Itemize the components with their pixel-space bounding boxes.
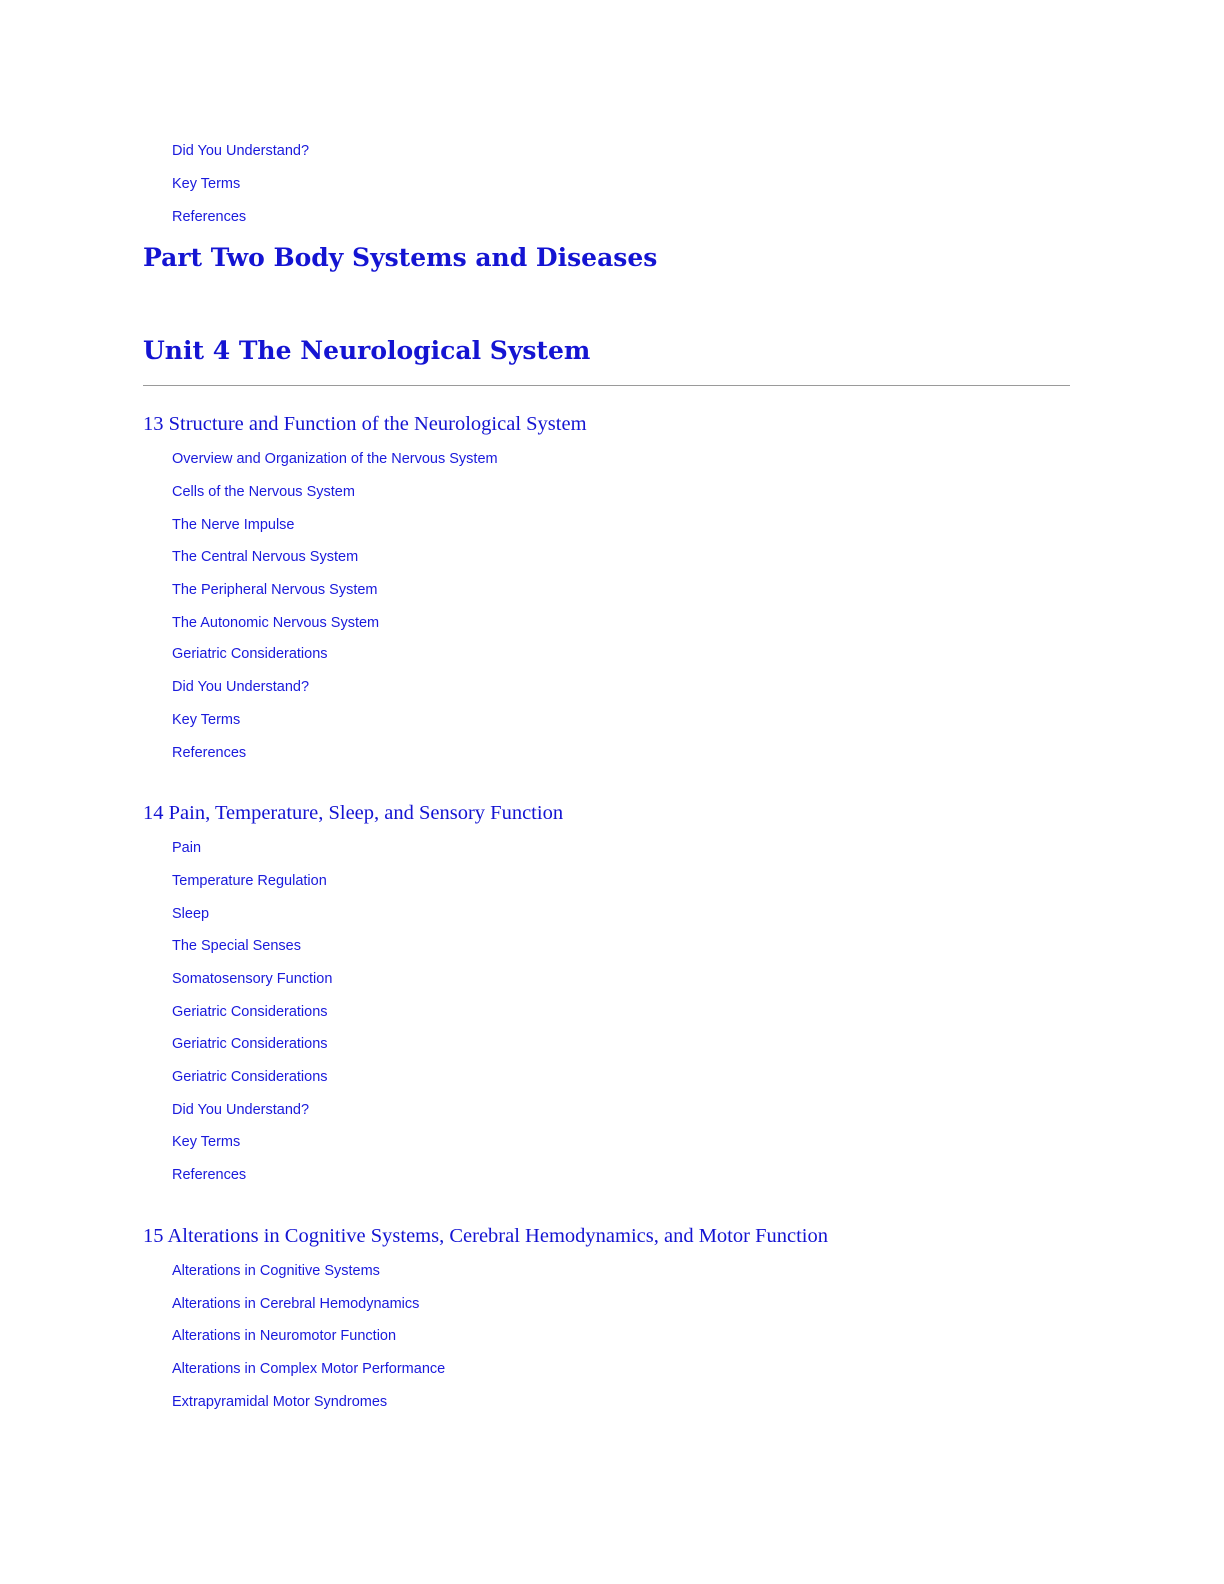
part-title: Part Two Body Systems and Diseases — [143, 243, 658, 272]
toc-link[interactable]: The Peripheral Nervous System — [172, 582, 378, 598]
toc-link[interactable]: Did You Understand? — [172, 679, 310, 695]
toc-link[interactable]: The Central Nervous System — [172, 549, 359, 565]
toc-link[interactable]: Extrapyramidal Motor Syndromes — [172, 1394, 388, 1410]
toc-link[interactable]: References — [172, 745, 247, 761]
toc-link-key-terms[interactable]: Key Terms — [172, 176, 241, 192]
chapter-title-14[interactable]: 14 Pain, Temperature, Sleep, and Sensory Function — [143, 802, 564, 824]
toc-link[interactable]: Geriatric Considerations — [172, 1036, 328, 1052]
chapter-title-13[interactable]: 13 Structure and Function of the Neurological System — [143, 413, 587, 435]
toc-link[interactable]: Geriatric Considerations — [172, 1004, 328, 1020]
toc-link[interactable]: Alterations in Cognitive Systems — [172, 1263, 380, 1279]
toc-link[interactable]: Alterations in Complex Motor Performance — [172, 1361, 446, 1377]
toc-link[interactable]: Geriatric Considerations — [172, 1069, 328, 1085]
chapter-title-15[interactable]: 15 Alterations in Cognitive Systems, Cerebral Hemodynamics, and Motor Function — [143, 1225, 828, 1247]
toc-link[interactable]: Overview and Organization of the Nervous System — [172, 451, 498, 467]
section-divider — [143, 385, 1070, 386]
toc-link[interactable]: Key Terms — [172, 1134, 241, 1150]
toc-link[interactable]: Somatosensory Function — [172, 971, 333, 987]
toc-link[interactable]: Alterations in Cerebral Hemodynamics — [172, 1296, 420, 1312]
toc-link[interactable]: Geriatric Considerations — [172, 646, 328, 662]
toc-link[interactable]: References — [172, 1167, 247, 1183]
unit-title: Unit 4 The Neurological System — [143, 336, 591, 365]
toc-link[interactable]: Cells of the Nervous System — [172, 484, 355, 500]
toc-link[interactable]: The Special Senses — [172, 938, 301, 954]
toc-link[interactable]: The Nerve Impulse — [172, 517, 295, 533]
toc-link[interactable]: The Autonomic Nervous System — [172, 615, 380, 631]
toc-link[interactable]: Pain — [172, 840, 202, 856]
toc-link[interactable]: Sleep — [172, 906, 210, 922]
toc-link[interactable]: Alterations in Neuromotor Function — [172, 1328, 397, 1344]
toc-link-did-you-understand[interactable]: Did You Understand? — [172, 143, 310, 159]
toc-link[interactable]: Key Terms — [172, 712, 241, 728]
toc-link-references[interactable]: References — [172, 209, 247, 225]
toc-link[interactable]: Temperature Regulation — [172, 873, 327, 889]
toc-link[interactable]: Did You Understand? — [172, 1102, 310, 1118]
